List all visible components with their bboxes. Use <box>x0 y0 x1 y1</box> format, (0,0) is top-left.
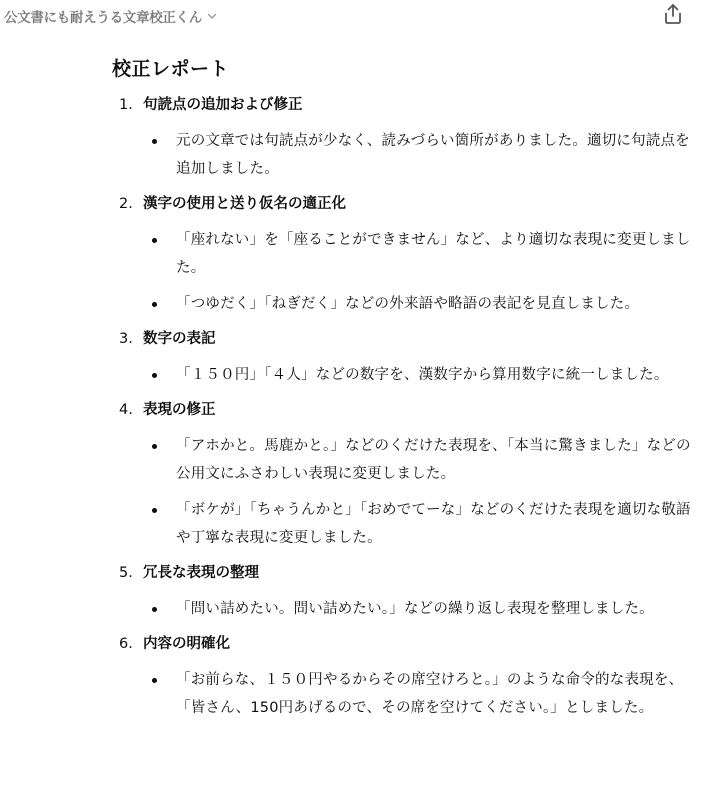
section-number: 2. <box>119 196 133 212</box>
report-section <box>112 91 698 183</box>
report-section <box>112 630 698 722</box>
bullet-dot-icon <box>152 238 157 243</box>
section-number: 3. <box>119 331 133 347</box>
bullet-list <box>112 432 698 552</box>
conversation-title-button[interactable] <box>4 5 218 27</box>
share-icon[interactable] <box>661 2 685 26</box>
section-title <box>112 325 698 353</box>
section-number: 5. <box>119 565 133 581</box>
bullet-item <box>112 432 696 488</box>
bullet-list <box>112 361 698 389</box>
section-title <box>112 396 698 424</box>
section-number: 4. <box>119 402 133 418</box>
bullet-text: 「アホかと。馬鹿かと。」などのくだけた表現を、「本当に驚きました」などの公用文にふさわしい表現に変更しました。 <box>176 438 691 482</box>
message-content <box>112 54 698 722</box>
bullet-item <box>112 226 696 282</box>
report-section <box>112 559 698 623</box>
bullet-list <box>112 666 698 722</box>
bullet-dot-icon <box>152 607 157 612</box>
section-title <box>112 630 698 658</box>
bullet-text: 「１５０円」「４人」などの数字を、漢数字から算用数字に統一しました。 <box>176 367 669 383</box>
report-section <box>112 325 698 389</box>
bullet-dot-icon <box>152 444 157 449</box>
section-title-text: 句読点の追加および修正 <box>143 97 303 113</box>
bullet-dot-icon <box>152 139 157 144</box>
section-title-text: 冗長な表現の整理 <box>143 565 259 581</box>
chevron-down-icon <box>206 10 218 22</box>
section-title <box>112 91 698 119</box>
bullet-text: 「お前らな、１５０円やるからその席空けろと。」のような命令的な表現を、「皆さん、150円あげるので、その席を空けてください。」としました。 <box>176 672 684 716</box>
bullet-item <box>112 361 696 389</box>
bullet-dot-icon <box>152 508 157 513</box>
bullet-item <box>112 496 696 552</box>
bullet-dot-icon <box>152 373 157 378</box>
bullet-item <box>112 290 696 318</box>
bullet-dot-icon <box>152 302 157 307</box>
conversation-title: 公文書にも耐えうる文章校正くん <box>4 10 202 26</box>
section-title-text: 漢字の使用と送り仮名の適正化 <box>143 196 346 212</box>
bullet-text: 元の文章では句読点が少なく、読みづらい箇所がありました。適切に句読点を追加しました。 <box>176 133 690 177</box>
section-title-text: 内容の明確化 <box>143 636 230 652</box>
section-title-text: 数字の表記 <box>143 331 216 347</box>
bullet-dot-icon <box>152 678 157 683</box>
bullet-list <box>112 595 698 623</box>
report-heading: 校正レポート <box>112 58 230 80</box>
report-section <box>112 396 698 552</box>
section-title-text: 表現の修正 <box>143 402 216 418</box>
section-number: 1. <box>119 97 133 113</box>
bullet-text: 「ボケが」「ちゃうんかと」「おめでてーな」などのくだけた表現を適切な敬語や丁寧な表現に変更しました。 <box>176 502 691 546</box>
bullet-list <box>112 226 698 318</box>
bullet-text: 「問い詰めたい。問い詰めたい。」などの繰り返し表現を整理しました。 <box>176 601 654 617</box>
report-section <box>112 190 698 318</box>
section-number: 6. <box>119 636 133 652</box>
bullet-text: 「つゆだく」「ねぎだく」などの外来語や略語の表記を見直しました。 <box>176 296 640 312</box>
section-title <box>112 559 698 587</box>
bullet-item <box>112 595 696 623</box>
bullet-text: 「座れない」を「座ることができません」など、より適切な表現に変更しました。 <box>176 232 691 276</box>
top-bar <box>0 0 704 30</box>
section-list <box>112 91 698 722</box>
bullet-list <box>112 127 698 183</box>
bullet-item <box>112 666 696 722</box>
section-title <box>112 190 698 218</box>
bullet-item <box>112 127 696 183</box>
